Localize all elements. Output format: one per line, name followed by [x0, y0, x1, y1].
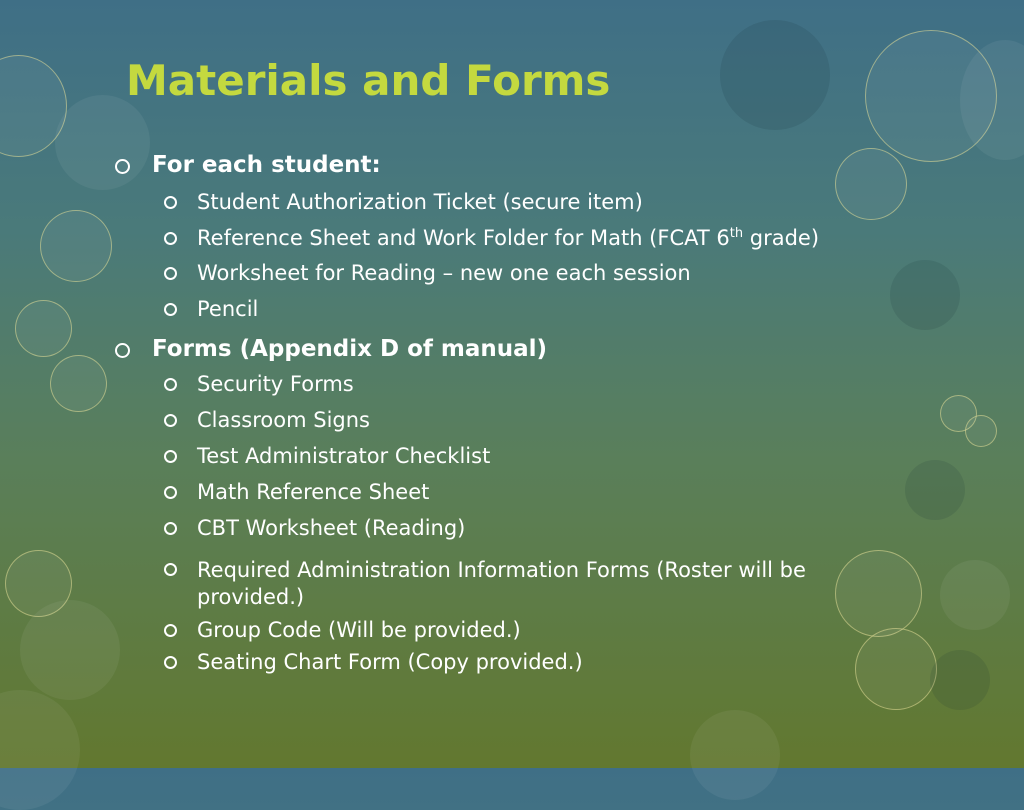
list-item-label: Math Reference Sheet	[197, 480, 430, 504]
list-item-label: Security Forms	[197, 372, 354, 396]
bokeh-circle	[930, 650, 990, 710]
section-heading-label: Forms (Appendix D of manual)	[152, 336, 548, 362]
circle-bullet-icon	[164, 378, 177, 391]
circle-bullet-icon	[164, 624, 177, 637]
bokeh-circle	[855, 628, 937, 710]
bokeh-circle	[15, 300, 72, 357]
superscript-text: th	[729, 226, 744, 241]
bokeh-circle	[905, 460, 965, 520]
circle-bullet-icon	[164, 196, 177, 209]
section-heading-label: For each student:	[152, 152, 381, 178]
circle-bullet-icon	[115, 159, 130, 174]
bokeh-circle	[940, 560, 1010, 630]
list-item-label: Classroom Signs	[197, 408, 370, 432]
circle-bullet-icon	[164, 267, 177, 280]
list-item-label: CBT Worksheet (Reading)	[197, 516, 466, 540]
bokeh-circle	[0, 690, 80, 810]
bokeh-circle	[55, 95, 150, 190]
circle-bullet-icon	[164, 522, 177, 535]
list-item-label: Test Administrator Checklist	[197, 444, 491, 468]
circle-bullet-icon	[164, 303, 177, 316]
circle-bullet-icon	[164, 414, 177, 427]
slide-title: Materials and Forms	[126, 56, 611, 105]
bokeh-circle	[720, 20, 830, 130]
circle-bullet-icon	[115, 343, 130, 358]
list-item-label: Seating Chart Form (Copy provided.)	[197, 650, 583, 674]
list-item-label: Required Administration Information Forms (Roster will be provided.)	[197, 558, 806, 609]
list-item-text: grade)	[743, 226, 820, 250]
bokeh-circle	[40, 210, 112, 282]
circle-bullet-icon	[164, 656, 177, 669]
circle-bullet-icon	[164, 563, 177, 576]
circle-bullet-icon	[164, 486, 177, 499]
bokeh-circle	[690, 710, 780, 800]
list-item-label: Worksheet for Reading – new one each session	[197, 261, 691, 285]
list-item-label	[197, 226, 819, 250]
bokeh-circle	[890, 260, 960, 330]
bokeh-circle	[965, 415, 997, 447]
bokeh-circle	[50, 355, 107, 412]
circle-bullet-icon	[164, 232, 177, 245]
list-item-label: Group Code (Will be provided.)	[197, 618, 521, 642]
list-item-label: Student Authorization Ticket (secure item)	[197, 190, 643, 214]
bokeh-circle	[20, 600, 120, 700]
bokeh-circle	[835, 148, 907, 220]
list-item-label: Pencil	[197, 297, 259, 321]
list-item-text: Reference Sheet and Work Folder for Math (FCAT 6	[197, 226, 730, 250]
circle-bullet-icon	[164, 450, 177, 463]
